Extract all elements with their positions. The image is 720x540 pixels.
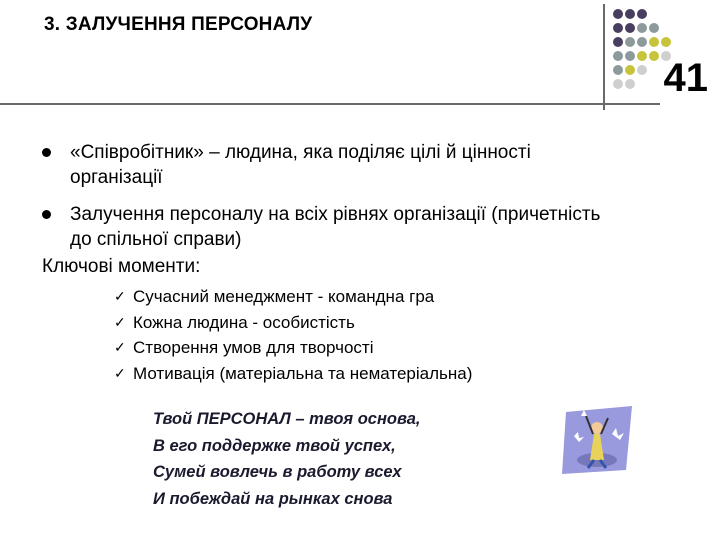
key-points-heading: Ключові моменти:: [42, 256, 201, 277]
key-points-list: [114, 284, 472, 386]
poem-line: В его поддержке твой успех,: [153, 436, 396, 455]
key-point-item: [114, 310, 472, 336]
poem: [153, 406, 421, 512]
bullet-item: [42, 202, 602, 252]
checkmark-icon: ✓: [114, 313, 126, 330]
key-point-item: [114, 361, 472, 387]
poem-line: И побеждай на рынках снова: [153, 489, 393, 508]
celebrating-person-clipart-icon: [560, 404, 634, 478]
checkmark-icon: ✓: [114, 364, 126, 381]
key-point-text: Мотивація (матеріальна та нематеріальна): [133, 363, 473, 383]
key-point-text: Сучасний менеджмент - командна гра: [133, 287, 435, 306]
key-point-item: [114, 284, 472, 310]
checkmark-icon: ✓: [114, 339, 126, 355]
slide-number: 41: [663, 56, 708, 100]
horizontal-divider: [0, 103, 660, 105]
bullet-dot-icon: [42, 210, 51, 219]
bullet-text: «Співробітник» – людина, яка поділяє цілі й цінності організації: [70, 142, 531, 188]
vertical-divider: [603, 4, 605, 110]
key-point-item: [114, 335, 472, 361]
bullet-item: [42, 140, 602, 190]
bullet-dot-icon: [42, 148, 51, 157]
key-point-text: Кожна людина - особистість: [133, 312, 355, 332]
poem-line: Твой ПЕРСОНАЛ – твоя основа,: [153, 410, 421, 428]
key-point-text: Створення умов для творчості: [133, 338, 374, 357]
bullet-text: Залучення персоналу на всіх рівнях організації (причетність до спільної справи): [70, 204, 601, 250]
poem-line: Сумей вовлечь в работу всех: [153, 463, 402, 481]
slide-title: 3. ЗАЛУЧЕННЯ ПЕРСОНАЛУ: [44, 14, 313, 35]
checkmark-icon: ✓: [114, 288, 126, 304]
